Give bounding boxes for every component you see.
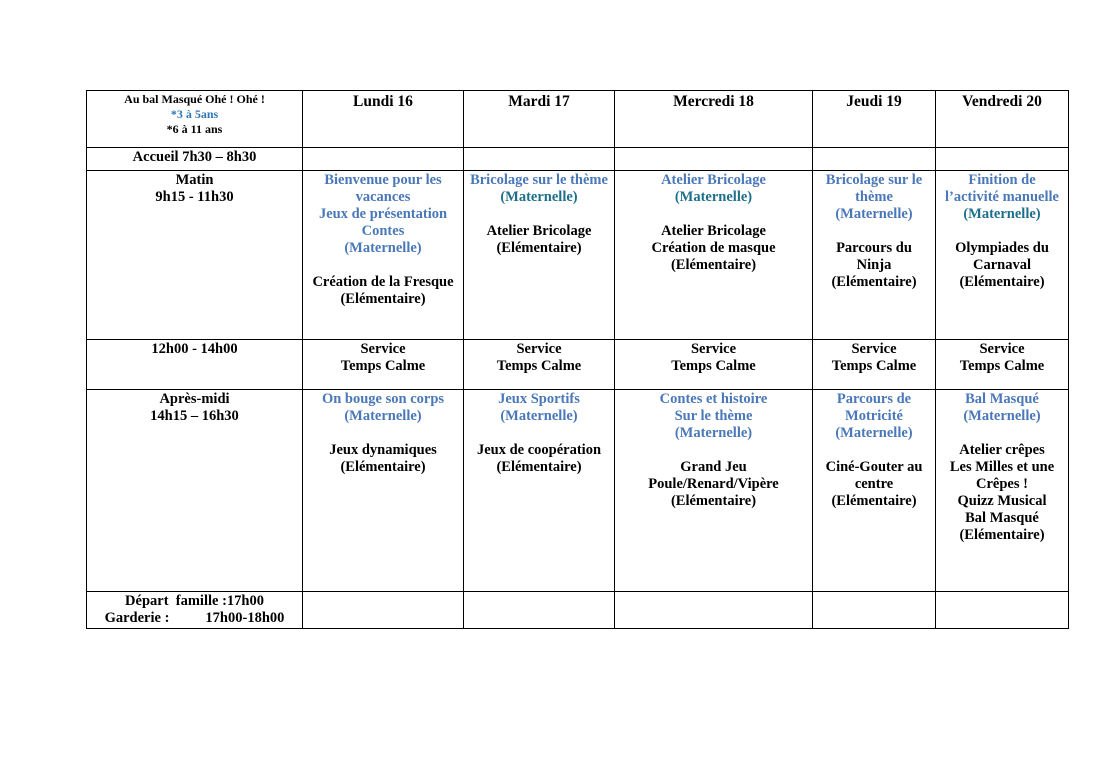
activity-cell-matin-tuesday xyxy=(464,171,615,340)
spacer xyxy=(305,425,461,442)
weekly-schedule-table xyxy=(86,90,1069,629)
midi-cell-tuesday xyxy=(464,340,615,390)
temps-calme-text: Temps Calme xyxy=(496,358,582,374)
maternelle-tag: (Maternelle) xyxy=(963,206,1041,222)
elementaire-activity: Quizz Musical xyxy=(957,493,1047,509)
empty-cell xyxy=(615,592,813,629)
elementaire-activity: Atelier Bricolage xyxy=(661,223,766,239)
activity-cell-matin-wednesday xyxy=(615,171,813,340)
title-cell xyxy=(87,91,303,148)
activity-cell-apres-friday xyxy=(936,390,1069,592)
schedule-title: Au bal Masqué Ohé ! Ohé ! xyxy=(124,92,265,106)
service-text: Service xyxy=(516,341,562,357)
spacer xyxy=(617,442,810,459)
maternelle-tag: (Maternelle) xyxy=(674,425,753,441)
elementaire-activity: Atelier crêpes xyxy=(959,442,1045,458)
spacer xyxy=(815,223,933,240)
maternelle-activity: Contes et histoire xyxy=(659,391,768,407)
spacer xyxy=(815,442,933,459)
activity-cell-apres-monday xyxy=(303,390,464,592)
elementaire-activity: (Elémentaire) xyxy=(670,257,757,273)
midi-row xyxy=(87,340,1069,390)
elementaire-activity: Olympiades du xyxy=(955,240,1049,256)
maternelle-tag: (Maternelle) xyxy=(835,425,913,441)
accueil-row xyxy=(87,148,1069,171)
elementaire-activity: Création de la Fresque xyxy=(312,274,454,290)
matin-label-cell xyxy=(87,171,303,340)
elementaire-activity: Les Milles et une xyxy=(949,459,1055,475)
elementaire-activity: Création de masque xyxy=(651,240,776,256)
matin-label: Matin xyxy=(175,172,214,188)
maternelle-activity: Bricolage sur le xyxy=(825,172,923,188)
midi-cell-thursday xyxy=(813,340,936,390)
elementaire-activity: (Elémentaire) xyxy=(496,240,582,256)
empty-cell xyxy=(303,148,464,171)
maternelle-activity: Jeux Sportifs xyxy=(498,391,580,407)
elementaire-activity: (Elémentaire) xyxy=(959,527,1045,543)
maternelle-activity: On bouge son corps xyxy=(321,391,445,407)
apres-midi-label-cell xyxy=(87,390,303,592)
spacer xyxy=(938,425,1066,442)
garderie-line xyxy=(89,610,300,627)
apres-midi-row xyxy=(87,390,1069,592)
maternelle-tag: (Maternelle) xyxy=(963,408,1041,424)
activity-cell-apres-thursday xyxy=(813,390,936,592)
accueil-label: Accueil 7h30 – 8h30 xyxy=(87,148,303,171)
empty-cell xyxy=(464,592,615,629)
service-text: Service xyxy=(979,341,1025,357)
day-header-wednesday: Mercredi 18 xyxy=(615,91,813,148)
day-header-monday: Lundi 16 xyxy=(303,91,464,148)
elementaire-activity: Poule/Renard/Vipère xyxy=(648,476,779,492)
apres-midi-label: Après-midi xyxy=(159,391,230,407)
empty-cell xyxy=(936,148,1069,171)
maternelle-tag: (Maternelle) xyxy=(500,408,578,424)
elementaire-activity: (Elémentaire) xyxy=(340,291,426,307)
elementaire-activity: Parcours du xyxy=(836,240,912,256)
midi-cell-wednesday xyxy=(615,340,813,390)
spacer xyxy=(617,206,810,223)
midi-cell-monday xyxy=(303,340,464,390)
elementaire-activity: Ninja xyxy=(856,257,892,273)
service-text: Service xyxy=(690,341,737,357)
maternelle-activity: Contes xyxy=(361,223,405,239)
depart-famille: Départ famille :17h00 xyxy=(125,593,264,609)
maternelle-activity: Sur le thème xyxy=(674,408,753,424)
activity-cell-matin-friday xyxy=(936,171,1069,340)
age-group-maternelle: *3 à 5ans xyxy=(170,107,219,121)
temps-calme-text: Temps Calme xyxy=(340,358,426,374)
activity-cell-matin-monday xyxy=(303,171,464,340)
maternelle-tag: (Maternelle) xyxy=(344,408,422,424)
service-text: Service xyxy=(851,341,897,357)
header-row xyxy=(87,91,1069,148)
spacer xyxy=(938,223,1066,240)
maternelle-activity: Bienvenue pour les xyxy=(324,172,442,188)
elementaire-activity: Atelier Bricolage xyxy=(486,223,592,239)
maternelle-activity: vacances xyxy=(355,189,411,205)
maternelle-tag: (Maternelle) xyxy=(835,206,913,222)
spacer xyxy=(305,257,461,274)
activity-cell-apres-tuesday xyxy=(464,390,615,592)
depart-row xyxy=(87,592,1069,629)
elementaire-activity: (Elémentaire) xyxy=(831,493,917,509)
day-header-thursday: Jeudi 19 xyxy=(813,91,936,148)
midi-cell-friday xyxy=(936,340,1069,390)
maternelle-activity: Parcours de xyxy=(836,391,912,407)
empty-cell xyxy=(464,148,615,171)
maternelle-activity: thème xyxy=(855,189,893,205)
maternelle-activity: Bricolage sur le thème xyxy=(470,172,608,188)
depart-cell xyxy=(87,592,303,629)
age-group-elementaire: *6 à 11 ans xyxy=(166,122,223,136)
day-header-tuesday: Mardi 17 xyxy=(464,91,615,148)
elementaire-activity: (Elémentaire) xyxy=(670,493,757,509)
elementaire-activity: Jeux de coopération xyxy=(476,442,602,458)
temps-calme-text: Temps Calme xyxy=(831,358,917,374)
empty-cell xyxy=(813,148,936,171)
elementaire-activity: (Elémentaire) xyxy=(959,274,1045,290)
activity-cell-matin-thursday xyxy=(813,171,936,340)
elementaire-activity: Ciné-Gouter au xyxy=(825,459,923,475)
spacer xyxy=(466,206,612,223)
midi-time: 12h00 - 14h00 xyxy=(87,340,303,390)
day-header-friday: Vendredi 20 xyxy=(936,91,1069,148)
service-text: Service xyxy=(360,341,406,357)
matin-row xyxy=(87,171,1069,340)
activity-cell-apres-wednesday xyxy=(615,390,813,592)
elementaire-activity: Bal Masqué xyxy=(965,510,1039,526)
elementaire-activity: Jeux dynamiques xyxy=(329,442,437,458)
maternelle-activity: l’activité manuelle xyxy=(945,189,1059,205)
maternelle-tag: (Maternelle) xyxy=(500,189,578,205)
empty-cell xyxy=(813,592,936,629)
maternelle-activity: Atelier Bricolage xyxy=(661,172,766,188)
maternelle-tag: (Maternelle) xyxy=(674,189,753,205)
maternelle-activity: Finition de xyxy=(968,172,1036,188)
maternelle-activity: Bal Masqué xyxy=(965,391,1039,407)
garderie-label: Garderie : xyxy=(104,610,170,626)
spacer xyxy=(466,425,612,442)
elementaire-activity: (Elémentaire) xyxy=(340,459,426,475)
elementaire-activity: (Elémentaire) xyxy=(496,459,582,475)
apres-midi-time: 14h15 – 16h30 xyxy=(150,408,239,424)
maternelle-activity: Motricité xyxy=(845,408,903,424)
garderie-time: 17h00-18h00 xyxy=(205,610,285,626)
temps-calme-text: Temps Calme xyxy=(959,358,1045,374)
elementaire-activity: (Elémentaire) xyxy=(831,274,917,290)
maternelle-tag: (Maternelle) xyxy=(344,240,422,256)
elementaire-activity: centre xyxy=(854,476,894,492)
elementaire-activity: Crêpes ! xyxy=(976,476,1028,492)
elementaire-activity: Carnaval xyxy=(973,257,1031,273)
temps-calme-text: Temps Calme xyxy=(671,358,756,374)
empty-cell xyxy=(936,592,1069,629)
empty-cell xyxy=(303,592,464,629)
matin-time: 9h15 - 11h30 xyxy=(155,189,234,205)
maternelle-activity: Jeux de présentation xyxy=(318,206,448,222)
elementaire-activity: Grand Jeu xyxy=(680,459,747,475)
empty-cell xyxy=(615,148,813,171)
